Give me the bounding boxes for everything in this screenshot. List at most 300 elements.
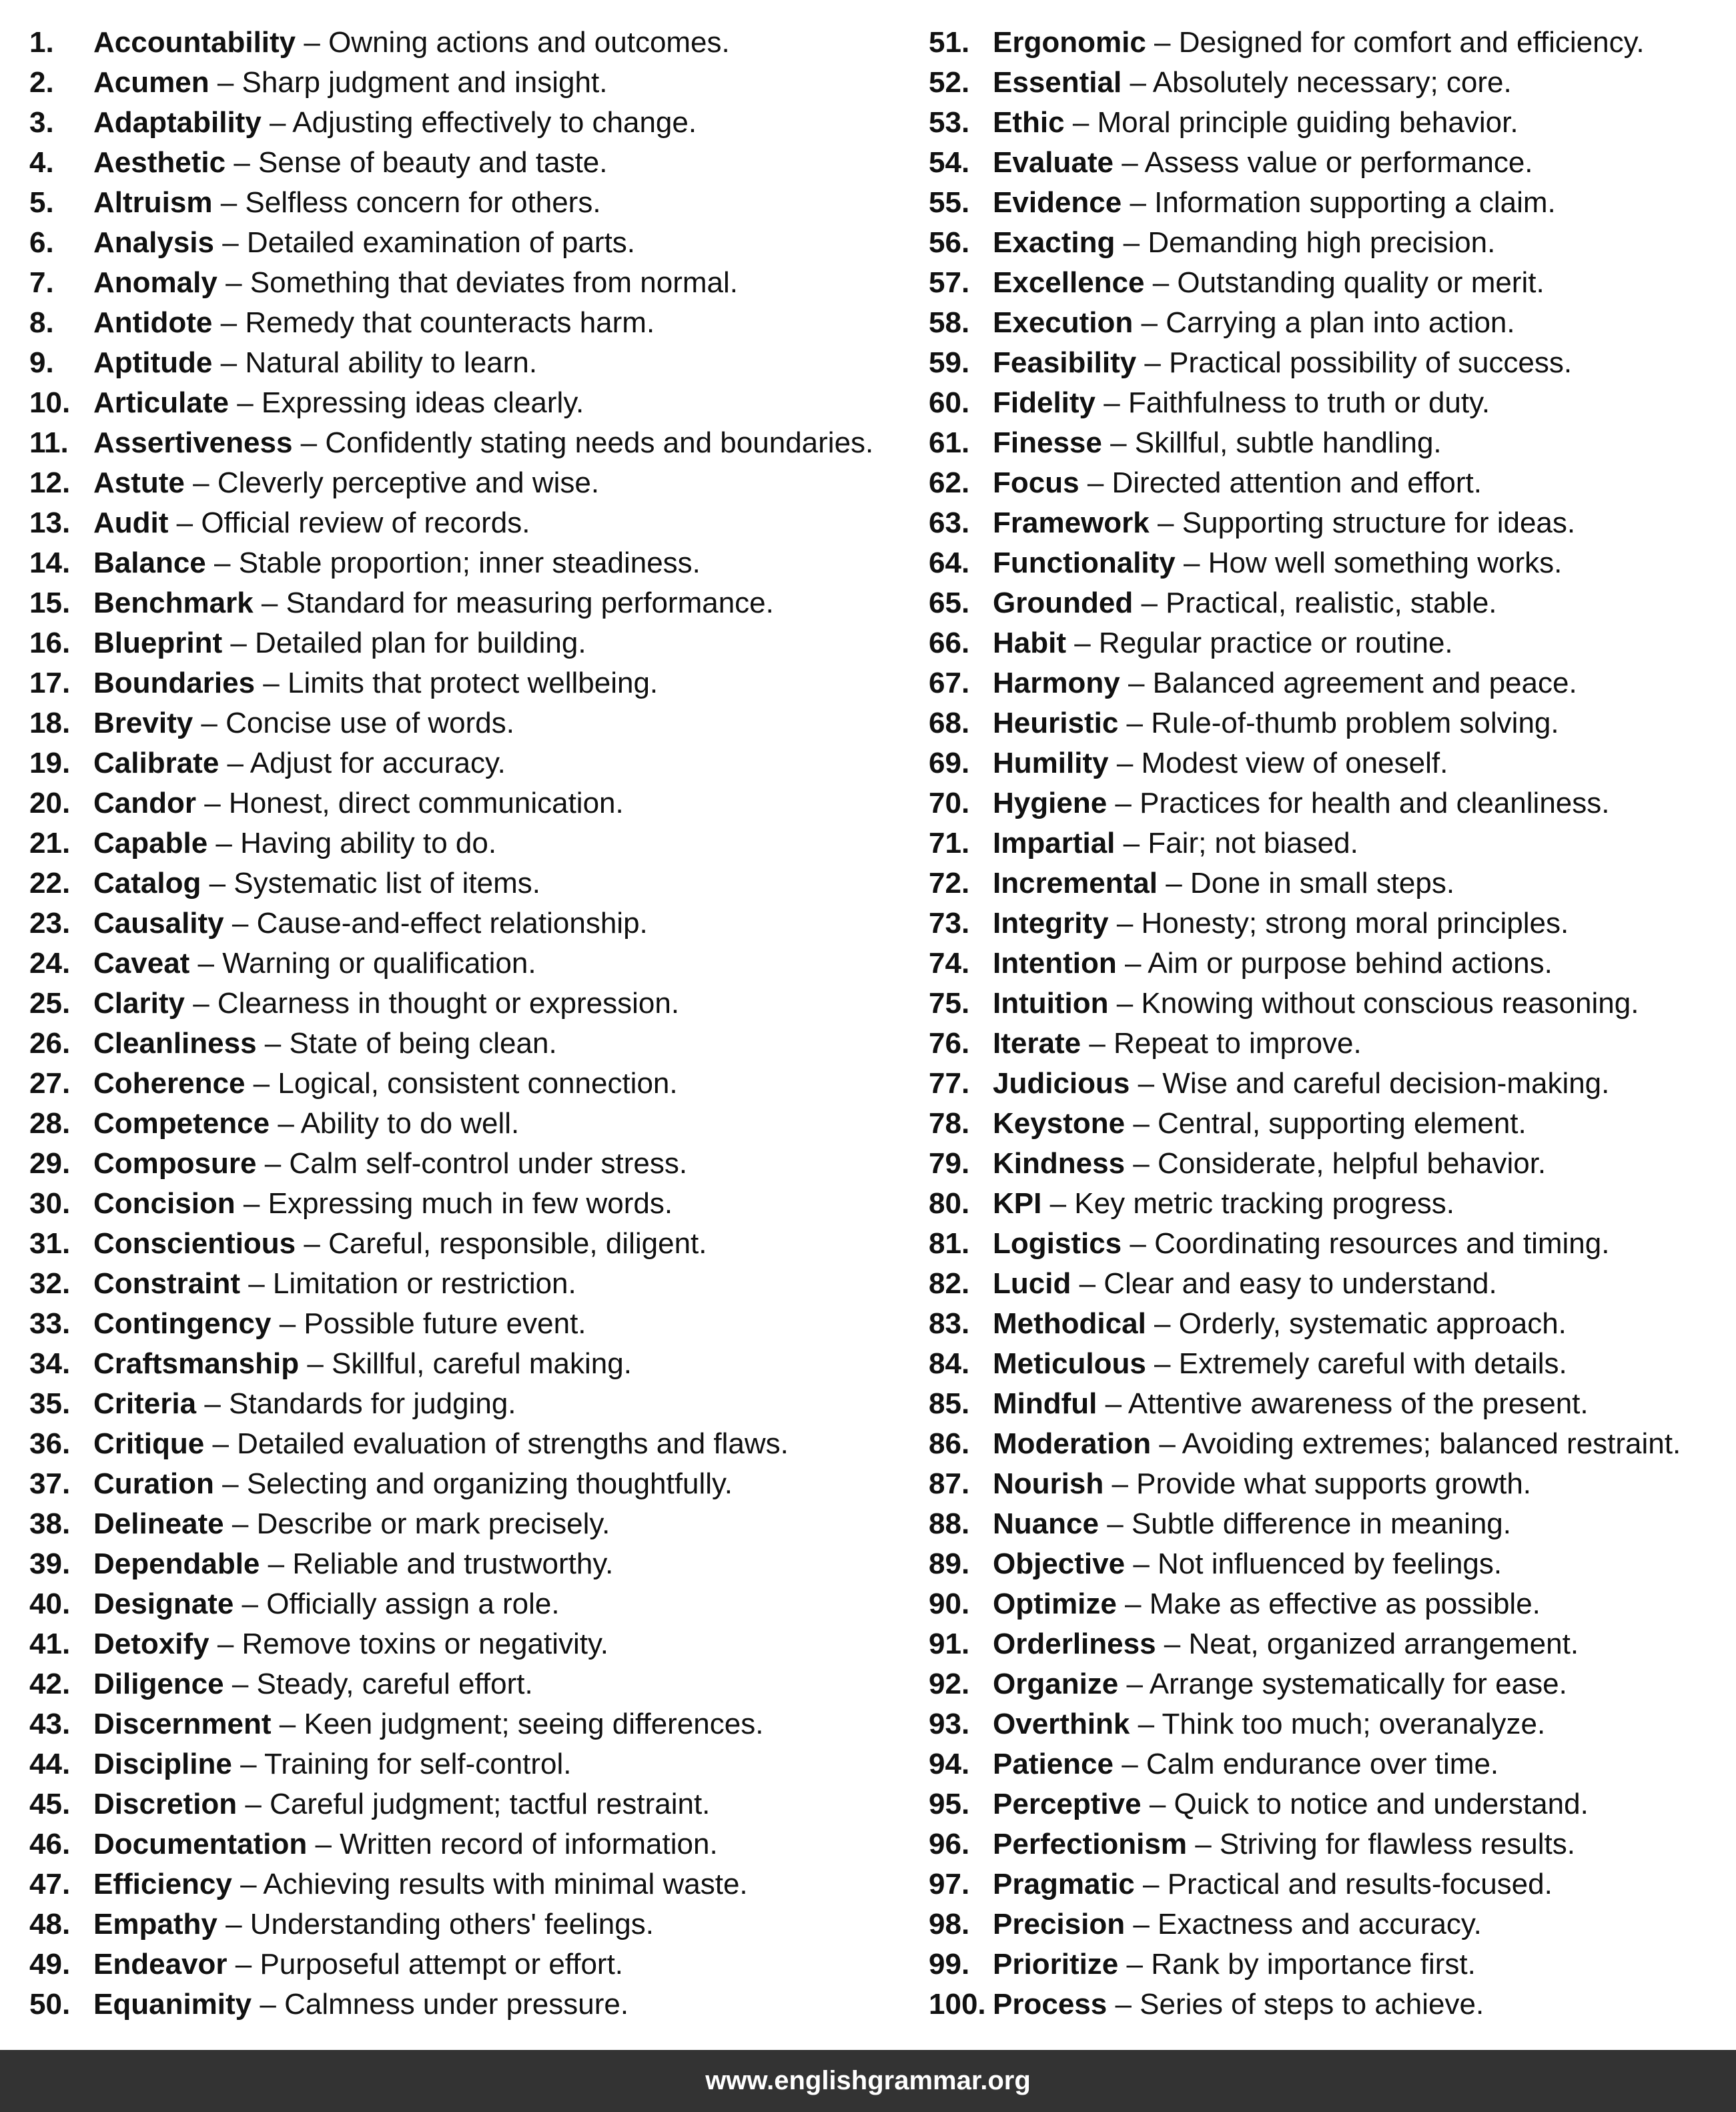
item-definition: – Expressing much in few words. <box>243 1187 673 1220</box>
item-number: 39. <box>29 1547 71 1580</box>
item-definition: – Cleverly perceptive and wise. <box>193 466 600 499</box>
item-term: Discipline <box>93 1748 232 1780</box>
item-number: 49. <box>29 1948 71 1981</box>
list-item <box>929 223 1729 263</box>
item-number: 44. <box>29 1748 71 1780</box>
footer-website: www.englishgrammar.org <box>705 2066 1031 2095</box>
list-item <box>29 463 910 503</box>
item-definition: – Training for self-control. <box>240 1748 572 1780</box>
list-item <box>29 1224 910 1264</box>
item-term: Methodical <box>993 1307 1146 1340</box>
list-item <box>929 383 1729 423</box>
list-item <box>929 863 1729 904</box>
item-term: Focus <box>993 466 1079 499</box>
item-definition: – Expressing ideas clearly. <box>237 386 584 419</box>
item-number: 10. <box>29 386 71 419</box>
list-item <box>929 143 1729 183</box>
item-number: 82. <box>929 1267 970 1300</box>
item-definition: – Honesty; strong moral principles. <box>1116 907 1569 940</box>
item-number: 26. <box>29 1027 71 1060</box>
item-definition: – Think too much; overanalyze. <box>1138 1708 1546 1740</box>
item-number: 15. <box>29 587 71 619</box>
list-item <box>929 1824 1729 1864</box>
item-number: 60. <box>929 386 970 419</box>
item-term: Equanimity <box>93 1988 252 2021</box>
item-number: 38. <box>29 1507 71 1540</box>
list-item <box>29 1304 910 1344</box>
item-term: Aptitude <box>93 346 213 379</box>
item-definition: – Moral principle guiding behavior. <box>1072 106 1518 139</box>
list-item <box>29 863 910 904</box>
item-term: Perfectionism <box>993 1828 1187 1860</box>
item-definition: – Provide what supports growth. <box>1112 1467 1532 1500</box>
list-item <box>929 103 1729 143</box>
item-term: Framework <box>993 506 1150 539</box>
list-item <box>29 1064 910 1104</box>
item-definition: – Series of steps to achieve. <box>1115 1988 1484 2021</box>
item-definition: – Demanding high precision. <box>1123 226 1496 259</box>
item-term: Discernment <box>93 1708 272 1740</box>
item-number: 91. <box>929 1628 970 1660</box>
item-definition: – Detailed plan for building. <box>230 627 586 659</box>
item-number: 58. <box>929 306 970 339</box>
item-term: Composure <box>93 1147 257 1180</box>
item-definition: – Outstanding quality or merit. <box>1152 266 1545 299</box>
item-number: 52. <box>929 66 970 99</box>
item-definition: – Directed attention and effort. <box>1087 466 1482 499</box>
item-term: Hygiene <box>993 787 1108 819</box>
item-term: Perceptive <box>993 1788 1142 1820</box>
list-item <box>29 1504 910 1544</box>
item-number: 54. <box>929 146 970 179</box>
item-term: Prioritize <box>993 1948 1119 1981</box>
item-term: Brevity <box>93 707 193 739</box>
item-number: 33. <box>29 1307 71 1340</box>
item-number: 92. <box>929 1668 970 1700</box>
list-item <box>29 743 910 783</box>
item-definition: – Remedy that counteracts harm. <box>220 306 655 339</box>
item-term: Kindness <box>993 1147 1126 1180</box>
list-item <box>929 1224 1729 1264</box>
item-definition: – Warning or qualification. <box>197 947 536 980</box>
item-term: Habit <box>993 627 1066 659</box>
item-term: Patience <box>993 1748 1114 1780</box>
item-number: 56. <box>929 226 970 259</box>
item-number: 30. <box>29 1187 71 1220</box>
item-term: Boundaries <box>93 667 256 699</box>
list-item <box>29 343 910 383</box>
list-item <box>29 944 910 984</box>
item-number: 94. <box>929 1748 970 1780</box>
list-item <box>929 904 1729 944</box>
item-definition: – Officially assign a role. <box>242 1588 560 1620</box>
item-term: Aesthetic <box>93 146 226 179</box>
item-term: Altruism <box>93 186 213 219</box>
list-item <box>929 503 1729 543</box>
item-number: 36. <box>29 1427 71 1460</box>
item-number: 16. <box>29 627 71 659</box>
item-definition: – Wise and careful decision-making. <box>1138 1067 1610 1100</box>
item-number: 100. <box>929 1988 986 2021</box>
list-item <box>29 663 910 703</box>
item-definition: – Having ability to do. <box>215 827 497 859</box>
item-term: Constraint <box>93 1267 240 1300</box>
item-term: Humility <box>993 747 1109 779</box>
item-term: Meticulous <box>993 1347 1146 1380</box>
item-definition: – Regular practice or routine. <box>1074 627 1453 659</box>
list-item <box>29 1744 910 1784</box>
item-term: Keystone <box>993 1107 1126 1140</box>
item-number: 77. <box>929 1067 970 1100</box>
item-number: 62. <box>929 466 970 499</box>
item-term: Iterate <box>993 1027 1081 1060</box>
item-term: Criteria <box>93 1387 197 1420</box>
list-item <box>929 1584 1729 1624</box>
item-number: 81. <box>929 1227 970 1260</box>
list-item <box>29 63 910 103</box>
item-definition: – Practical possibility of success. <box>1144 346 1573 379</box>
item-term: Impartial <box>993 827 1116 859</box>
item-term: Pragmatic <box>993 1868 1135 1900</box>
list-item <box>29 1344 910 1384</box>
list-item <box>929 743 1729 783</box>
item-number: 48. <box>29 1908 71 1941</box>
item-definition: – Standard for measuring performance. <box>261 587 774 619</box>
item-number: 84. <box>929 1347 970 1380</box>
list-item <box>29 543 910 583</box>
item-term: Antidote <box>93 306 213 339</box>
item-definition: – Aim or purpose behind actions. <box>1124 947 1553 980</box>
list-item <box>29 23 910 63</box>
list-item <box>29 503 910 543</box>
list-item <box>29 1664 910 1704</box>
item-definition: – Exactness and accuracy. <box>1133 1908 1482 1941</box>
list-item <box>929 1945 1729 1985</box>
item-number: 34. <box>29 1347 71 1380</box>
item-definition: – Understanding others' feelings. <box>226 1908 654 1941</box>
item-definition: – Repeat to improve. <box>1089 1027 1362 1060</box>
item-definition: – Absolutely necessary; core. <box>1130 66 1512 99</box>
item-term: Logistics <box>993 1227 1122 1260</box>
item-definition: – Steady, careful effort. <box>232 1668 533 1700</box>
list-item <box>929 1664 1729 1704</box>
item-term: Analysis <box>93 226 214 259</box>
item-definition: – Subtle difference in meaning. <box>1107 1507 1512 1540</box>
item-number: 50. <box>29 1988 71 2021</box>
item-term: Orderliness <box>993 1628 1156 1660</box>
item-number: 35. <box>29 1387 71 1420</box>
list-item <box>29 1104 910 1144</box>
item-term: Blueprint <box>93 627 223 659</box>
item-definition: – Avoiding extremes; balanced restraint. <box>1159 1427 1681 1460</box>
item-definition: – Detailed evaluation of strengths and flaws. <box>212 1427 789 1460</box>
item-definition: – Remove toxins or negativity. <box>217 1628 608 1660</box>
item-term: Capable <box>93 827 208 859</box>
footer-bar <box>0 2050 1736 2112</box>
item-term: Conscientious <box>93 1227 296 1260</box>
list-item <box>929 1104 1729 1144</box>
item-definition: – Limitation or restriction. <box>248 1267 576 1300</box>
item-number: 83. <box>929 1307 970 1340</box>
list-item <box>929 1904 1729 1945</box>
item-term: Essential <box>993 66 1122 99</box>
item-definition: – Keen judgment; seeing differences. <box>279 1708 764 1740</box>
item-number: 46. <box>29 1828 71 1860</box>
list-item <box>929 1624 1729 1664</box>
item-term: Candor <box>93 787 196 819</box>
item-definition: – Honest, direct communication. <box>204 787 624 819</box>
item-definition: – Information supporting a claim. <box>1130 186 1556 219</box>
list-item <box>29 143 910 183</box>
item-number: 85. <box>929 1387 970 1420</box>
list-item <box>29 1864 910 1904</box>
item-definition: – Rule-of-thumb problem solving. <box>1126 707 1559 739</box>
item-term: Curation <box>93 1467 214 1500</box>
item-number: 87. <box>929 1467 970 1500</box>
item-definition: – Orderly, systematic approach. <box>1154 1307 1567 1340</box>
item-number: 17. <box>29 667 71 699</box>
item-definition: – Practical and results-focused. <box>1143 1868 1553 1900</box>
list-item <box>929 1064 1729 1104</box>
item-term: Overthink <box>993 1708 1130 1740</box>
list-item <box>29 984 910 1024</box>
list-item <box>29 1264 910 1304</box>
item-definition: – Not influenced by feelings. <box>1133 1547 1502 1580</box>
item-number: 6. <box>29 226 54 259</box>
item-term: Designate <box>93 1588 234 1620</box>
list-item <box>29 423 910 463</box>
item-number: 24. <box>29 947 71 980</box>
item-term: Assertiveness <box>93 426 293 459</box>
list-item <box>29 303 910 343</box>
item-number: 78. <box>929 1107 970 1140</box>
list-item <box>929 263 1729 303</box>
list-item <box>929 1344 1729 1384</box>
item-term: Optimize <box>993 1588 1117 1620</box>
item-definition: – Skillful, careful making. <box>307 1347 632 1380</box>
item-definition: – Clear and easy to understand. <box>1079 1267 1497 1300</box>
item-definition: – State of being clean. <box>264 1027 557 1060</box>
item-term: Anomaly <box>93 266 218 299</box>
item-term: Exacting <box>993 226 1116 259</box>
item-number: 25. <box>29 987 71 1020</box>
item-definition: – Sharp judgment and insight. <box>217 66 608 99</box>
item-definition: – Assess value or performance. <box>1122 146 1533 179</box>
list-item <box>29 1464 910 1504</box>
item-term: Efficiency <box>93 1868 232 1900</box>
item-number: 70. <box>929 787 970 819</box>
item-number: 98. <box>929 1908 970 1941</box>
item-definition: – Extremely careful with details. <box>1154 1347 1567 1380</box>
item-term: Integrity <box>993 907 1109 940</box>
item-definition: – Natural ability to learn. <box>220 346 538 379</box>
item-term: Organize <box>993 1668 1119 1700</box>
item-definition: – Striving for flawless results. <box>1195 1828 1575 1860</box>
item-number: 2. <box>29 66 54 99</box>
item-term: Dependable <box>93 1547 260 1580</box>
item-definition: – Selfless concern for others. <box>220 186 601 219</box>
item-definition: – Designed for comfort and efficiency. <box>1154 26 1645 59</box>
list-item <box>29 383 910 423</box>
item-definition: – Skillful, subtle handling. <box>1110 426 1442 459</box>
list-item <box>29 1584 910 1624</box>
list-item <box>929 583 1729 623</box>
list-item <box>929 663 1729 703</box>
list-item <box>929 1024 1729 1064</box>
item-number: 76. <box>929 1027 970 1060</box>
item-term: Cleanliness <box>93 1027 257 1060</box>
item-number: 88. <box>929 1507 970 1540</box>
item-definition: – Confidently stating needs and boundaries. <box>300 426 874 459</box>
list-item <box>29 823 910 863</box>
item-definition: – Calm self-control under stress. <box>264 1147 688 1180</box>
list-item <box>929 423 1729 463</box>
item-term: Acumen <box>93 66 209 99</box>
list-item <box>929 1264 1729 1304</box>
item-definition: – Selecting and organizing thoughtfully. <box>222 1467 733 1500</box>
item-term: Fidelity <box>993 386 1096 419</box>
item-term: Objective <box>993 1547 1126 1580</box>
item-definition: – Purposeful attempt or effort. <box>235 1948 624 1981</box>
item-term: Documentation <box>93 1828 308 1860</box>
list-item <box>29 183 910 223</box>
item-term: Nourish <box>993 1467 1104 1500</box>
item-number: 19. <box>29 747 71 779</box>
item-number: 47. <box>29 1868 71 1900</box>
item-number: 31. <box>29 1227 71 1260</box>
list-item <box>29 1624 910 1664</box>
item-definition: – Arrange systematically for ease. <box>1126 1668 1567 1700</box>
item-term: Audit <box>93 506 169 539</box>
item-term: Ergonomic <box>993 26 1146 59</box>
item-definition: – Neat, organized arrangement. <box>1164 1628 1579 1660</box>
item-definition: – Detailed examination of parts. <box>222 226 636 259</box>
item-number: 79. <box>929 1147 970 1180</box>
item-term: Coherence <box>93 1067 246 1100</box>
item-definition: – Cause-and-effect relationship. <box>232 907 648 940</box>
item-term: Endeavor <box>93 1948 228 1981</box>
list-item <box>29 623 910 663</box>
item-number: 86. <box>929 1427 970 1460</box>
list-item <box>929 1985 1729 2025</box>
list-item <box>29 1384 910 1424</box>
list-item <box>929 823 1729 863</box>
list-item <box>29 263 910 303</box>
item-term: Harmony <box>993 667 1120 699</box>
item-number: 13. <box>29 506 71 539</box>
item-definition: – Supporting structure for ideas. <box>1158 506 1576 539</box>
item-definition: – Attentive awareness of the present. <box>1105 1387 1589 1420</box>
item-number: 63. <box>929 506 970 539</box>
item-term: Competence <box>93 1107 270 1140</box>
item-term: Delineate <box>93 1507 224 1540</box>
item-definition: – Ability to do well. <box>278 1107 520 1140</box>
item-definition: – Logical, consistent connection. <box>253 1067 678 1100</box>
list-item <box>29 1424 910 1464</box>
item-term: Incremental <box>993 867 1158 900</box>
right-column <box>929 23 1729 2025</box>
list-item <box>29 904 910 944</box>
list-item <box>929 63 1729 103</box>
item-number: 28. <box>29 1107 71 1140</box>
item-number: 66. <box>929 627 970 659</box>
item-term: Lucid <box>993 1267 1071 1300</box>
item-definition: – Done in small steps. <box>1166 867 1455 900</box>
list-item <box>929 623 1729 663</box>
item-definition: – Something that deviates from normal. <box>226 266 738 299</box>
list-item <box>929 1864 1729 1904</box>
item-definition: – Practices for health and cleanliness. <box>1115 787 1610 819</box>
item-number: 11. <box>29 426 69 459</box>
list-item <box>29 1544 910 1584</box>
list-item <box>929 1704 1729 1744</box>
item-term: Feasibility <box>993 346 1137 379</box>
item-number: 96. <box>929 1828 970 1860</box>
item-definition: – Standards for judging. <box>204 1387 516 1420</box>
item-number: 23. <box>29 907 71 940</box>
item-definition: – Reliable and trustworthy. <box>268 1547 614 1580</box>
item-number: 80. <box>929 1187 970 1220</box>
item-term: Judicious <box>993 1067 1130 1100</box>
item-term: Process <box>993 1988 1108 2021</box>
item-term: Contingency <box>93 1307 272 1340</box>
item-term: Excellence <box>993 266 1145 299</box>
item-term: Heuristic <box>993 707 1119 739</box>
item-definition: – Modest view of oneself. <box>1116 747 1448 779</box>
item-number: 45. <box>29 1788 71 1820</box>
item-term: Execution <box>993 306 1134 339</box>
item-number: 59. <box>929 346 970 379</box>
item-term: Clarity <box>93 987 185 1020</box>
item-definition: – Careful, responsible, diligent. <box>304 1227 707 1260</box>
list-item <box>929 343 1729 383</box>
list-item <box>929 23 1729 63</box>
item-number: 29. <box>29 1147 71 1180</box>
list-item <box>29 1945 910 1985</box>
item-number: 27. <box>29 1067 71 1100</box>
item-definition: – How well something works. <box>1184 547 1563 579</box>
item-term: Intention <box>993 947 1117 980</box>
item-number: 89. <box>929 1547 970 1580</box>
item-number: 93. <box>929 1708 970 1740</box>
item-term: Finesse <box>993 426 1102 459</box>
item-term: Ethic <box>993 106 1065 139</box>
item-definition: – Key metric tracking progress. <box>1049 1187 1455 1220</box>
item-number: 99. <box>929 1948 970 1981</box>
item-number: 73. <box>929 907 970 940</box>
item-term: Grounded <box>993 587 1134 619</box>
list-item <box>929 183 1729 223</box>
list-item <box>29 103 910 143</box>
item-number: 74. <box>929 947 970 980</box>
item-definition: – Limits that protect wellbeing. <box>263 667 659 699</box>
item-term: Causality <box>93 907 224 940</box>
item-term: Intuition <box>993 987 1109 1020</box>
item-definition: – Carrying a plan into action. <box>1141 306 1515 339</box>
item-definition: – Rank by importance first. <box>1126 1948 1476 1981</box>
item-definition: – Concise use of words. <box>201 707 514 739</box>
item-number: 40. <box>29 1588 71 1620</box>
list-item <box>929 783 1729 823</box>
item-number: 37. <box>29 1467 71 1500</box>
item-definition: – Calmness under pressure. <box>260 1988 629 2021</box>
item-number: 43. <box>29 1708 71 1740</box>
item-number: 57. <box>929 266 970 299</box>
list-item <box>929 984 1729 1024</box>
item-number: 3. <box>29 106 54 139</box>
item-number: 90. <box>929 1588 970 1620</box>
item-number: 95. <box>929 1788 970 1820</box>
